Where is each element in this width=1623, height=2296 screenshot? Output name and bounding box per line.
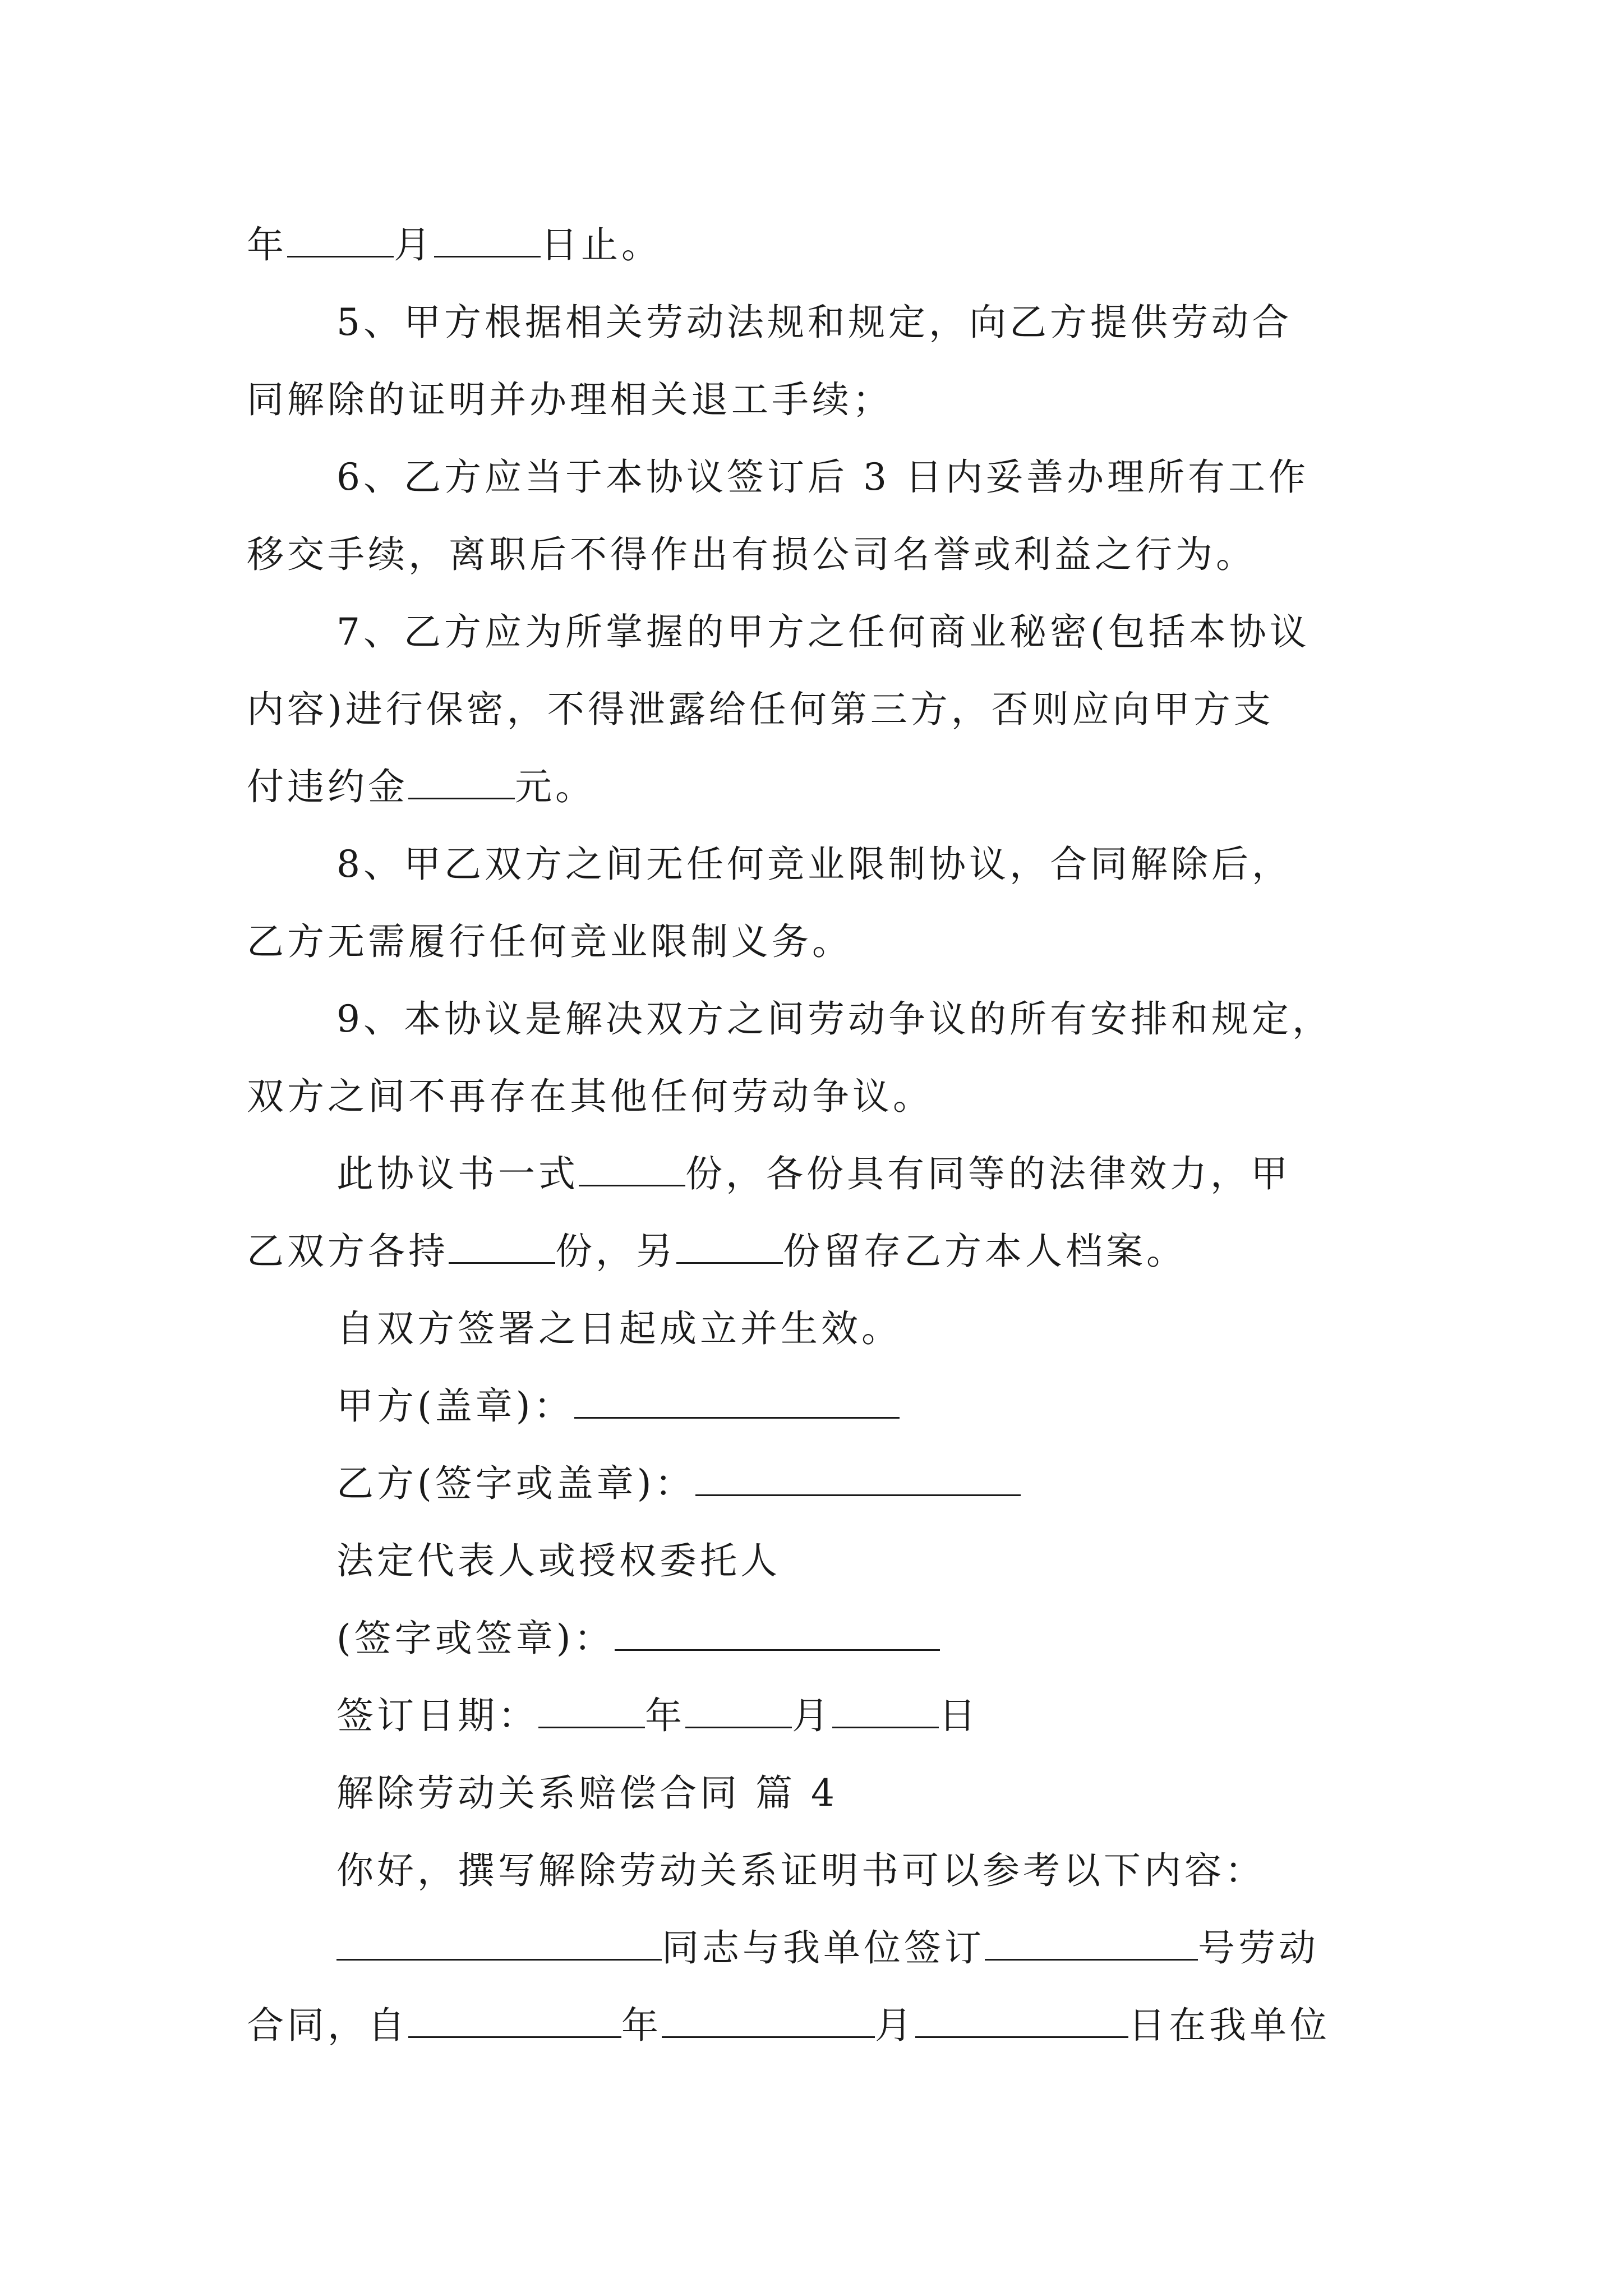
blank-field xyxy=(832,1692,939,1728)
paragraph-line: 移交手续，离职后不得作出有损公司名誉或利益之行为。 xyxy=(247,533,1256,576)
blank-field xyxy=(449,1227,555,1264)
text-line xyxy=(336,1149,1291,1199)
section-heading: 解除劳动关系赔偿合同 篇 4 xyxy=(336,1772,838,1815)
paragraph-line: 内容)进行保密，不得泄露给任何第三方，否则应向甲方支 xyxy=(247,688,1274,731)
paragraph-line: 同解除的证明并办理相关退工手续； xyxy=(247,378,893,421)
text-fragment: 月 xyxy=(875,2004,915,2047)
paragraph-line: 你好，撰写解除劳动关系证明书可以参考以下内容： xyxy=(336,1849,1265,1892)
blank-field xyxy=(915,2001,1128,2038)
text-fragment: 同志与我单位签订 xyxy=(662,1926,985,1970)
text-fragment: 年 xyxy=(247,223,287,266)
blank-field xyxy=(685,1692,792,1728)
text-line xyxy=(247,2000,1330,2051)
blank-field xyxy=(336,1924,662,1961)
paragraph-line: 乙方无需履行任何竞业限制义务。 xyxy=(247,920,852,963)
paragraph-line: 9、本协议是解决双方之间劳动争议的所有安排和规定， xyxy=(336,997,1332,1041)
text-fragment: (签字或签章)： xyxy=(336,1617,615,1660)
text-line xyxy=(247,1226,1187,1277)
text-fragment: 份留存乙方本人档案。 xyxy=(783,1230,1187,1273)
signature-line-representative xyxy=(336,1613,940,1664)
paragraph-line: 法定代表人或授权委托人 xyxy=(336,1539,781,1582)
blank-field xyxy=(985,1924,1198,1961)
text-fragment: 份，另 xyxy=(555,1230,676,1273)
text-fragment: 签订日期： xyxy=(336,1694,538,1737)
blank-field xyxy=(579,1150,685,1186)
text-fragment: 日在我单位 xyxy=(1128,2004,1330,2047)
text-fragment: 此协议书一式 xyxy=(336,1152,579,1195)
text-fragment: 份，各份具有同等的法律效力，甲 xyxy=(685,1152,1291,1195)
text-fragment: 乙双方各持 xyxy=(247,1230,449,1273)
blank-field xyxy=(676,1227,783,1264)
text-line xyxy=(247,220,662,270)
paragraph-line: 6、乙方应当于本协议签订后 3 日内妥善办理所有工作 xyxy=(336,455,1309,499)
text-fragment: 付违约金 xyxy=(247,765,408,808)
signature-line-party-b xyxy=(336,1458,1021,1509)
text-fragment: 月 xyxy=(792,1694,832,1737)
text-fragment: 号劳动 xyxy=(1198,1926,1319,1970)
blank-field xyxy=(287,221,394,257)
signature-blank xyxy=(615,1614,940,1651)
text-fragment: 乙方(签字或盖章)： xyxy=(336,1462,695,1505)
paragraph-line: 7、乙方应为所掌握的甲方之任何商业秘密(包括本协议 xyxy=(336,610,1310,654)
blank-field xyxy=(434,221,541,257)
text-fragment: 日止。 xyxy=(541,223,662,266)
text-fragment: 月 xyxy=(394,223,434,266)
blank-field xyxy=(662,2001,875,2038)
blank-field xyxy=(408,2001,621,2038)
signature-blank xyxy=(695,1460,1021,1496)
text-line xyxy=(247,762,596,812)
paragraph-line: 双方之间不再存在其他任何劳动争议。 xyxy=(247,1075,933,1118)
blank-field xyxy=(408,763,515,799)
paragraph-line: 5、甲方根据相关劳动法规和规定，向乙方提供劳动合 xyxy=(336,301,1292,344)
paragraph-line: 8、甲乙双方之间无任何竞业限制协议，合同解除后， xyxy=(336,843,1292,886)
blank-field xyxy=(538,1692,645,1728)
text-fragment: 年 xyxy=(645,1694,685,1737)
signature-line-party-a xyxy=(336,1381,900,1432)
sign-date-line xyxy=(336,1691,979,1741)
text-fragment: 日 xyxy=(939,1694,979,1737)
signature-blank xyxy=(574,1382,900,1419)
text-fragment: 元。 xyxy=(515,765,596,808)
text-fragment: 年 xyxy=(621,2004,662,2047)
text-fragment: 甲方(盖章)： xyxy=(336,1384,574,1428)
paragraph-line: 自双方签署之日起成立并生效。 xyxy=(336,1307,902,1350)
text-line xyxy=(336,1923,1319,1973)
text-fragment: 合同，自 xyxy=(247,2004,408,2047)
